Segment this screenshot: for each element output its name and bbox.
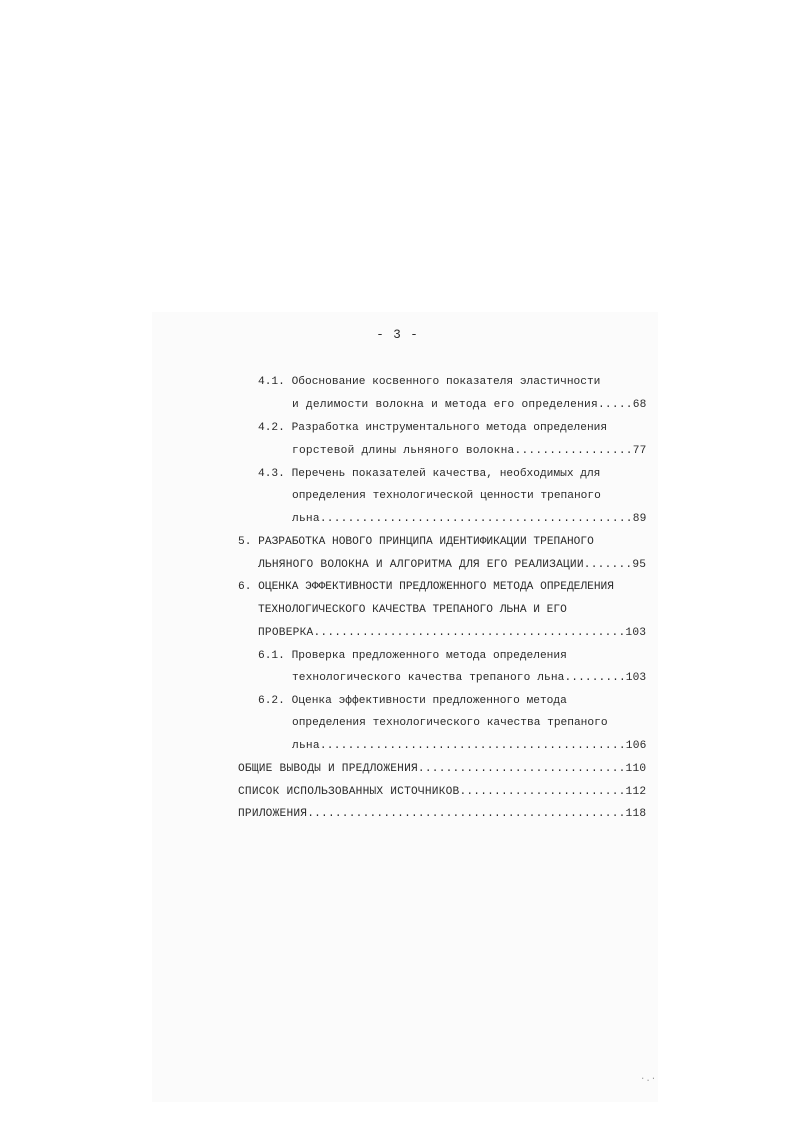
toc-line: определения технологической ценности трепаного [292, 490, 601, 502]
toc-line: 6. ОЦЕНКА ЭФФЕКТИВНОСТИ ПРЕДЛОЖЕННОГО МЕТОДА ОПРЕДЕЛЕНИЯ [238, 581, 614, 593]
toc-line: горстевой длины льняного волокна.................77 [292, 445, 647, 457]
toc-line: определения технологического качества трепаного [292, 717, 608, 729]
toc-line: ЛЬНЯНОГО ВОЛОКНА И АЛГОРИТМА ДЛЯ ЕГО РЕАЛИЗАЦИИ.......95 [258, 559, 647, 571]
toc-line: СПИСОК ИСПОЛЬЗОВАННЫХ ИСТОЧНИКОВ........................112 [238, 786, 647, 798]
toc-line: ПРИЛОЖЕНИЯ..............................................118 [238, 808, 647, 820]
toc-line: и делимости волокна и метода его определения.....68 [292, 399, 647, 411]
page-number: - 3 - [376, 328, 419, 342]
toc-line: 5. РАЗРАБОТКА НОВОГО ПРИНЦИПА ИДЕНТИФИКАЦИИ ТРЕПАНОГО [238, 536, 594, 548]
toc-line: ТЕХНОЛОГИЧЕСКОГО КАЧЕСТВА ТРЕПАНОГО ЛЬНА И ЕГО [258, 604, 567, 616]
toc-line: 6.2. Оценка эффективности предложенного метода [258, 695, 567, 707]
toc-line: льна.............................................89 [292, 513, 647, 525]
toc-line: 6.1. Проверка предложенного метода определения [258, 650, 567, 662]
toc-line: технологического качества трепаного льна.........103 [292, 672, 647, 684]
toc-line: 4.1. Обоснование косвенного показателя эластичности [258, 376, 601, 388]
scan-speck: ·.· [640, 1074, 657, 1084]
toc-line: ОБЩИЕ ВЫВОДЫ И ПРЕДЛОЖЕНИЯ..............................110 [238, 763, 647, 775]
toc-line: ПРОВЕРКА.............................................103 [258, 627, 647, 639]
toc-line: 4.2. Разработка инструментального метода определения [258, 422, 608, 434]
toc-line: 4.3. Перечень показателей качества, необходимых для [258, 468, 601, 480]
toc-line: льна............................................106 [292, 740, 647, 752]
